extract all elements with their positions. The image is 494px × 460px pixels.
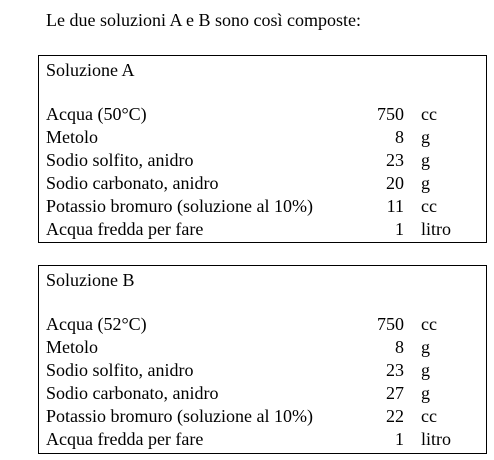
ingredient-name: Potassio bromuro (soluzione al 10%): [46, 196, 313, 216]
ingredient-name: Sodio carbonato, anidro: [46, 173, 219, 193]
solution-b-row: [39, 359, 486, 382]
ingredient-quantity: 750: [377, 104, 404, 124]
ingredient-name: Acqua (52°C): [46, 314, 147, 334]
ingredient-unit: g: [421, 150, 430, 170]
ingredient-quantity: 22: [386, 406, 404, 426]
ingredient-quantity: 23: [386, 150, 404, 170]
ingredient-unit: g: [421, 383, 430, 403]
ingredient-unit: litro: [421, 219, 451, 239]
ingredient-name: Sodio solfito, anidro: [46, 150, 194, 170]
solution-a-title: Soluzione A: [46, 60, 135, 80]
ingredient-quantity: 11: [386, 196, 404, 216]
solution-a-box: [38, 55, 487, 243]
solution-a-row: [39, 218, 486, 241]
ingredient-quantity: 750: [377, 314, 404, 334]
ingredient-name: Acqua fredda per fare: [46, 219, 204, 239]
ingredient-quantity: 8: [395, 127, 404, 147]
solution-b-row: [39, 428, 486, 451]
ingredient-name: Acqua (50°C): [46, 104, 147, 124]
solution-a-row: [39, 126, 486, 149]
ingredient-name: Metolo: [46, 127, 98, 147]
ingredient-unit: cc: [421, 314, 437, 334]
solution-a-row: [39, 149, 486, 172]
ingredient-unit: g: [421, 337, 430, 357]
solution-b-row: [39, 405, 486, 428]
solution-b-title: Soluzione B: [46, 270, 135, 290]
ingredient-quantity: 27: [386, 383, 404, 403]
intro-text: Le due soluzioni A e B sono così composte:: [46, 10, 361, 30]
solution-a-row: [39, 172, 486, 195]
ingredient-quantity: 23: [386, 360, 404, 380]
solution-b-box: [38, 265, 487, 454]
ingredient-name: Acqua fredda per fare: [46, 429, 204, 449]
ingredient-unit: litro: [421, 429, 451, 449]
ingredient-name: Metolo: [46, 337, 98, 357]
solution-a-row: [39, 103, 486, 126]
ingredient-unit: g: [421, 360, 430, 380]
solution-a-row: [39, 195, 486, 218]
ingredient-name: Sodio solfito, anidro: [46, 360, 194, 380]
ingredient-quantity: 8: [395, 337, 404, 357]
ingredient-unit: g: [421, 127, 430, 147]
ingredient-quantity: 20: [386, 173, 404, 193]
ingredient-quantity: 1: [395, 219, 404, 239]
ingredient-unit: g: [421, 173, 430, 193]
ingredient-unit: cc: [421, 196, 437, 216]
ingredient-name: Potassio bromuro (soluzione al 10%): [46, 406, 313, 426]
ingredient-unit: cc: [421, 406, 437, 426]
ingredient-name: Sodio carbonato, anidro: [46, 383, 219, 403]
solution-b-row: [39, 336, 486, 359]
ingredient-unit: cc: [421, 104, 437, 124]
solution-b-row: [39, 382, 486, 405]
ingredient-quantity: 1: [395, 429, 404, 449]
solution-b-row: [39, 313, 486, 336]
